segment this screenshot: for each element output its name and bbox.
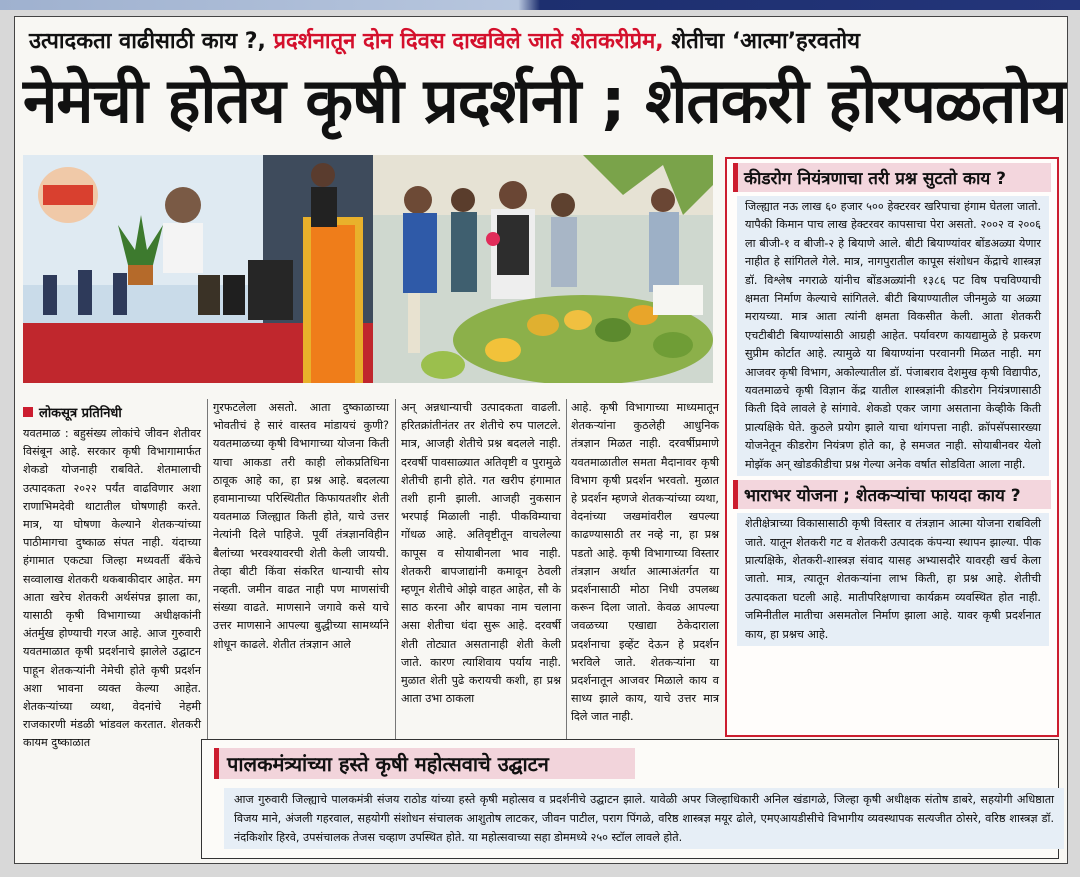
kicker-part-1: उत्पादकता वाढीसाठी काय ?, <box>29 29 274 54</box>
article-column-3: अन् अन्नधान्याची उत्पादकता वाढली. हरितक्रांतीनंतर तर शेतीचे रुप पालटले. मात्र, आजही शेतीचे प्रश्न बदलले नाही. दरवर्षी पावसाळ्यात अतिवृष्टी व पुरामुळे शेतीची हानी होते. गत खरीप हंगामात तशी हानी झाली. आजही नुकसान भरपाई मिळाली नाही. पीकविम्याचा गोंधळ आहे. अतिवृष्टीतून वाचलेल्या कापूस व सोयाबीनला भाव नाही. शेतकरी बापजाद्यांनी कमावून ठेवली म्हणून शेतीचे ओझे वाहत आहेत, सौ के साठ करना और बापका नाम चलाना असा शेतीचा धंदा सुरू आहे. दरवर्षी शेती तोट्यात असतानाही शेती केली जाते. कारण त्याशिवाय पर्याय नाही. मुळात शेती पुढे करायची कशी, हा प्रश्न आता उभा ठाकला <box>401 401 561 706</box>
sidebar-heading-1: कीडरोग नियंत्रणाचा तरी प्रश्न सुटतो काय ? <box>733 163 1051 192</box>
kicker-part-2: प्रदर्शनातून दोन दिवस दाखविले जाते शेतकरीप्रेम, <box>273 29 672 54</box>
kicker-line <box>29 25 860 55</box>
sidebar-heading-2: भाराभर योजना ; शेतकऱ्यांचा फायदा काय ? <box>733 480 1051 509</box>
top-color-band <box>0 0 1080 10</box>
sidebar-text-2: शेतीक्षेत्राच्या विकासासाठी कृषी विस्तार व तंत्रज्ञान आत्मा योजना राबविली जाते. यातून शेतकरी गट व शेतकरी उत्पादक कंपन्या स्थापन झाल्या. पीक प्रात्यक्षिके, शेतकरी-शास्त्रज्ञ संवाद यासह अभ्यासदौरे यावरही खर्च केला जातो. मात्र, त्यातून शेतकऱ्यांना लाभ किती, हा प्रश्न आहे. शेतीची उत्पादकता घटली आहे. मातीपरिक्षणाचा कार्यक्रम व्यवस्थित होत नाही. जमिनीतील मातीचा असमतोल निर्माण झाला आहे. यावर कृषी प्रदर्शनात काय, हा प्रश्नच आहे. <box>737 513 1049 646</box>
headline: नेमेची होतेय कृषी प्रदर्शनी ; शेतकरी होरपळतोय <box>23 64 1067 137</box>
bottom-box-heading: पालकमंत्र्यांच्या हस्ते कृषी महोत्सवाचे उद्घाटन <box>214 748 635 779</box>
article-col1-text: यवतमाळ : बहुसंख्य लोकांचे जीवन शेतीवर विसंबून आहे. सरकार कृषी विभागामार्फत शेकडो योजनाही राबविते. शेतमालाची उत्पादकता २०२२ पर्यंत वाढविणार अशा राणाभिमदेवी थाटातील घोषणाही करते. मात्र, या घोषणा केल्याने शेतकऱ्यांच्या पाठीमागचा दुष्काळ संपत नाही. यंदाच्या हंगामात एकट्या जिल्हा मध्यवर्ती बँकेचे सव्वालाख शेतकरी थकबाकीदार आहेत. मग आता खरेच शेतकरी अर्थसंपन्न झाला का, यासाठी कृषी विभागाच्या अधीक्षकांनी अंतर्मुख होण्याची गरज आहे. आज गुरुवारी यवतमाळात कृषी प्रदर्शनाचे झालेले उद्घाटन पाहून शेतकऱ्यांनी नेमेची होते कृषी प्रदर्शन अशा भावना व्यक्त केल्या आहेत. शेतकऱ्यांच्या व्यथा, वेदनांचे नेहमी राजकारणी मंडळी भांडवल करतात. शेतकरी कायम दुष्काळात <box>23 427 201 750</box>
bottom-box <box>201 739 1059 859</box>
byline-marker <box>23 407 33 417</box>
byline <box>23 403 122 421</box>
byline-text: लोकसूत्र प्रतिनिधी <box>39 406 122 421</box>
sidebar-box <box>725 157 1059 737</box>
column-rule <box>207 399 208 739</box>
kicker-part-3: शेतीचा ‘आत्मा’हरवतोय <box>671 29 860 54</box>
column-rule <box>395 399 396 739</box>
bottom-box-text: आज गुरुवारी जिल्ह्याचे पालकमंत्री संजय राठोड यांच्या हस्ते कृषी महोत्सव व प्रदर्शनीचे उद्घाटन झाले. यावेळी अपर जिल्हाधिकारी अनिल खंडागळे, जिल्हा कृषी अधीक्षक संतोष डाबरे, सहयोगी अधिष्ठाता विजय माने, अंजली गहरवाल, सहयोगी संशोधन संचालक आशुतोष लाटकर, जीवन पाटील, पराग पिंगळे, वरिष्ठ शास्त्रज्ञ मयूर ढोले, एमएआयडीसीचे विभागीय व्यवस्थापक सत्यजीत ठोसरे, वरिष्ठ शास्त्रज्ञ डॉ. नंदकिशोर हिरवे, उपसंचालक तेजस चव्हाण उपस्थित होते. या महोत्सवाच्या सहा डोममध्ये २५० स्टॉल लावले होते. <box>224 788 1064 849</box>
event-photo <box>23 155 713 383</box>
article-column-2: गुरफटलेला असतो. आता दुष्काळाच्या भोवतीचं हे सारं वास्तव मांडायचं कुणी? यवतमाळच्या कृषी विभागाच्या योजना किती याचा आकडा तरी काही लोकप्रतिधिना ठावूक आहे का, हा प्रश्न आहे. बदलत्या हवामानाच्या परिस्थितीत किफायतशीर शेती यवतमाळ जिल्ह्यात किती होते, याचे उत्तर नेत्यांनी दिले पाहिजे. पूर्वी तंत्रज्ञानविहीन बैलांच्या भरवश्यावरची शेती केली जायची. तेव्हा बीटी किंवा संकरित धान्याची सोय नव्हती. जमीन वाढत नाही पण माणसांची संख्या वाढते. माणसाने जगावे कसे याचे उत्तर माणसाने आपल्या बुद्धीच्या सामर्थ्याने शोधून काढले. शेतीत तंत्रज्ञान आले <box>213 401 389 651</box>
sidebar-text-1: जिल्ह्यात नऊ लाख ६० हजार ५०० हेक्टरवर खरिपाचा हंगाम घेतला जातो. यापैकी किमान पाच लाख हेक्टरवर कापसाचा पेरा असतो. २००२ व २००६ ला बीजी-१ व बीजी-२ हे बियाणे आले. बीटी बियाण्यांवर बोंडअळ्या येणार नाहीत हे सांगितले गेले. मात्र, नागपुरातील कापूस संशोधन केंद्राचे शास्त्रज्ञ डॉ. विश्लेष नगराळे यांनीच बोंडअळ्यांनी १३८६ पट विष पचविण्याची क्षमता निर्माण केल्याचे सांगितले. बीटी बियाण्यातील जीनमुळे या अळ्या मरायच्या. मात्र आता त्यांनी क्षमता विकसीत केली. आता शेतकरी एचटीबीटी बियाण्यांसाठी आग्रही आहेत. पर्यावरण कायद्यामुळे हे प्रकरण सुप्रीम कोर्टात आहे. त्यामुळे या बियाण्यांना परवानगी मिळत नाही. मग आजवर कृषी विभाग, अकोल्यातील डॉ. पंजाबराव देशमुख कृषी विद्यापीठ, यवतमाळचे कृषी विज्ञान केंद्र यातील शास्त्रज्ञांनी कीडरोग नियंत्रणासाठी किती दिवे लावले हे सांगावे. शेकडो एकर जागा असताना केव्हीके किती प्रात्यक्षिके घेते. कुठले प्रयोग झाले याचा थांगपत्ता नाही. क्रॉपसॅपसारख्या योजनेतून कीडरोग नियंत्रण होते का, हे समजत नाही. सोयाबीनवर येलो मोझॅक अन् खोडकीडीचा प्रश्न गेल्या अनेक वर्षात सोडविता आला नाही. <box>737 196 1049 476</box>
article-column-1 <box>23 425 201 753</box>
newspaper-clipping <box>14 16 1068 864</box>
article-column-4: आहे. कृषी विभागाच्या माध्यमातून शेतकऱ्यांना कुठलेही आधुनिक तंत्रज्ञान मिळत नाही. दरवर्षीप्रमाणे यवतमाळातील समता मैदानावर कृषी विभाग कृषी प्रदर्शन भरवतो. मुळात हे प्रदर्शन म्हणजे शेतकऱ्यांच्या व्यथा, वेदनांच्या जखमांवरील खपल्या काढण्यासाठी तर नव्हे ना, हा प्रश्न पडतो आहे. कृषी विभागाच्या विस्तार तंत्रज्ञान अर्थात आत्माअंतर्गत या प्रदर्शनासाठी मोठा निधी उपलब्ध करून दिला जातो. केवळ आपल्या जवळच्या एखाद्या ठेकेदाराला प्रदर्शनाचा इव्हेंट देऊन हे प्रदर्शन भरविले जाते. शेतकऱ्यांना या प्रदर्शनातून आजवर मिळाले काय व साध्य झाले काय, याचे उत्तर मात्र दिले जात नाही. <box>571 401 719 724</box>
column-rule <box>566 399 567 739</box>
